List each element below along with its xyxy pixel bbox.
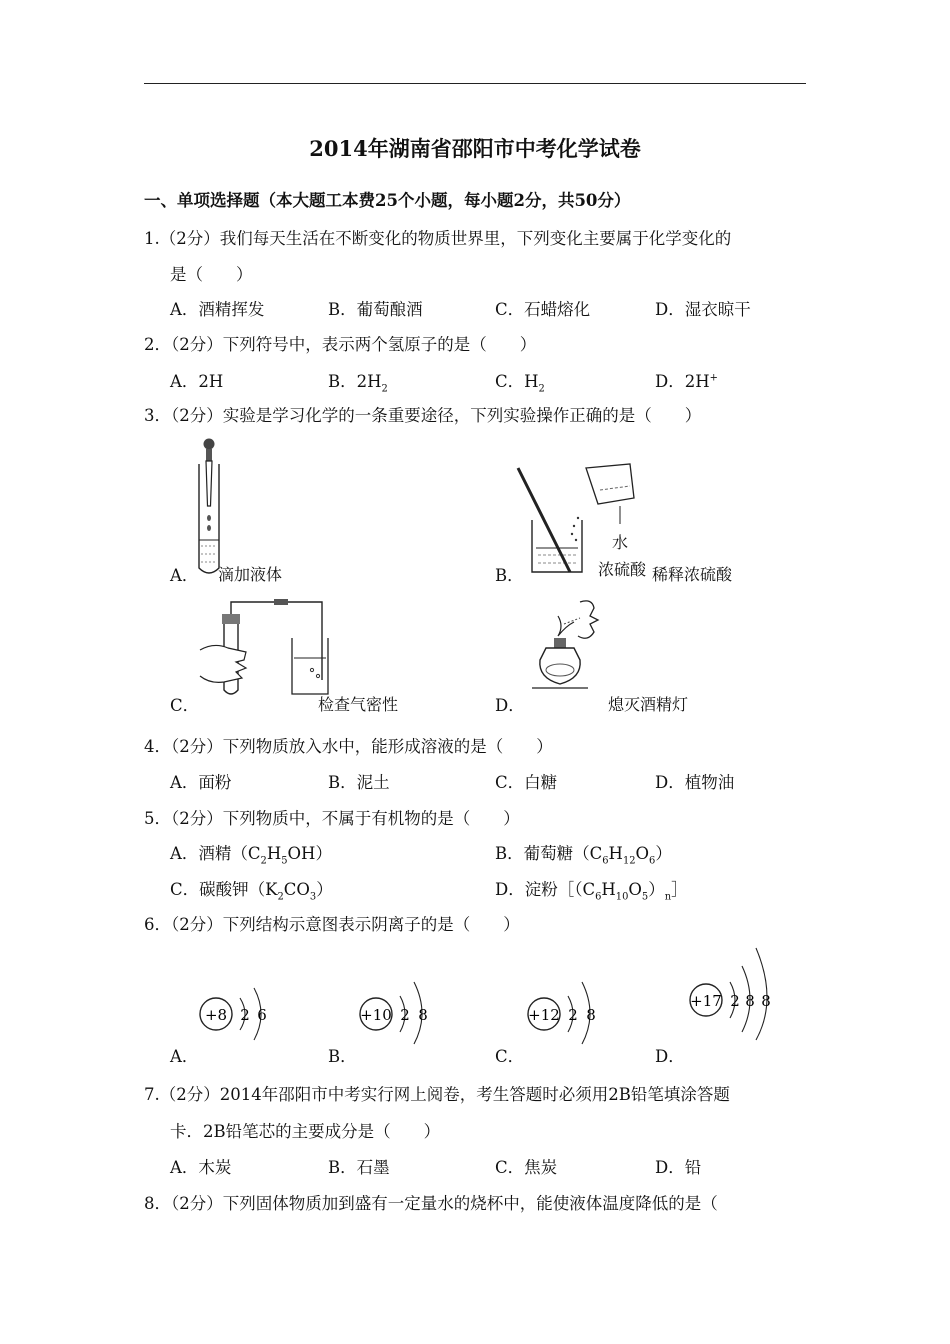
q5-option-b: B．葡萄糖$(C_6H_{12}O_6)$	[495, 844, 672, 867]
section-heading: 一、单项选择题（本大题工本费25个小题，每小题2分，共50分）	[144, 191, 631, 210]
q6-option-b-letter: B．	[328, 1047, 357, 1066]
atom-d-nucleus: +17	[690, 992, 722, 1010]
q6-option-c-letter: C．	[495, 1047, 525, 1066]
atom-structure-d	[686, 944, 786, 1040]
q3-option-b-caption: 稀释浓硫酸	[652, 565, 733, 584]
atom-d-e1: 2	[730, 992, 740, 1010]
atom-structure-b	[356, 968, 446, 1048]
question-6-text: 6．（2分）下列结构示意图表示阴离子的是（ ）	[144, 915, 520, 934]
atom-a-e2: 6	[257, 1006, 267, 1024]
q4-option-c: C．白糖	[495, 773, 558, 792]
alcohol-lamp-illustration	[518, 596, 618, 702]
atom-b-nucleus: +10	[360, 1006, 392, 1024]
q3-option-a-caption: 滴加液体	[218, 565, 283, 584]
atom-c-e2: 8	[586, 1006, 596, 1024]
q3-option-d-caption: 熄灭酒精灯	[608, 695, 689, 714]
atom-d-e3: 8	[761, 992, 771, 1010]
q2-option-b: B．$2H_2$	[328, 372, 388, 395]
q4-option-a: A．面粉	[170, 773, 232, 792]
question-2-text: 2．（2分）下列符号中，表示两个氢原子的是（ ）	[144, 335, 537, 354]
q1-option-d: D．湿衣晾干	[655, 300, 751, 319]
question-4-text: 4．（2分）下列物质放入水中，能形成溶液的是（ ）	[144, 737, 553, 756]
q6-option-a-letter: A．	[170, 1047, 199, 1066]
q1-option-c: C．石蜡熔化	[495, 300, 591, 319]
atom-structure-c	[524, 968, 614, 1048]
q5-option-c: C．碳酸钾$(K_2CO_3)$	[170, 880, 333, 903]
q2-option-d: D．2H+	[655, 372, 718, 391]
q6-option-d-letter: D．	[655, 1047, 685, 1066]
airtightness-check-illustration	[200, 598, 330, 700]
q3-option-b-letter: B．	[495, 566, 524, 585]
q3-option-c-letter: C．	[170, 696, 200, 715]
dropper-test-tube-illustration	[195, 436, 225, 578]
question-8-text: 8．（2分）下列固体物质加到盛有一定量水的烧杯中，能使液体温度降低的是（	[144, 1194, 718, 1213]
atom-b-e2: 8	[418, 1006, 428, 1024]
atom-d-e2: 8	[745, 992, 755, 1010]
q7-option-d: D．铅	[655, 1158, 702, 1177]
q5-option-a: A．酒精$(C_2H_5OH)$	[170, 844, 332, 867]
atom-a-e1: 2	[240, 1006, 250, 1024]
q5-option-d: D．淀粉$[(C_6H_{10}O_5)_n]$	[495, 880, 688, 903]
question-1-text: 1.（2分）我们每天生活在不断变化的物质世界里，下列变化主要属于化学变化的	[144, 229, 732, 248]
question-7-text: 7.（2分）2014年邵阳市中考实行网上阅卷，考生答题时必须用2B铅笔填涂答题	[144, 1085, 730, 1104]
q4-option-b: B．泥土	[328, 773, 390, 792]
q1-option-a: A．酒精挥发	[170, 300, 265, 319]
atom-structure-a	[196, 970, 286, 1050]
q4-option-d: D．植物油	[655, 773, 735, 792]
q3-water-label: 水	[612, 533, 629, 552]
q3-option-a-letter: A．	[170, 566, 199, 585]
header-rule	[144, 83, 806, 84]
q2-option-a: A．2H	[170, 372, 224, 391]
q1-option-b: B．葡萄酿酒	[328, 300, 423, 319]
atom-c-nucleus: +12	[528, 1006, 560, 1024]
question-3-text: 3．（2分）实验是学习化学的一条重要途径，下列实验操作正确的是（ ）	[144, 406, 702, 425]
atom-b-e1: 2	[400, 1006, 410, 1024]
atom-a-nucleus: +8	[204, 1006, 228, 1024]
q7-option-a: A．木炭	[170, 1158, 232, 1177]
q2-option-c: C．$H_2$	[495, 372, 545, 395]
question-7-text-cont: 卡．2B铅笔芯的主要成分是（ ）	[170, 1122, 441, 1141]
q3-option-d-letter: D．	[495, 696, 525, 715]
atom-c-e1: 2	[568, 1006, 578, 1024]
q7-option-b: B．石墨	[328, 1158, 390, 1177]
q3-option-c-caption: 检查气密性	[318, 695, 399, 714]
page-title: 2014年湖南省邵阳市中考化学试卷	[309, 136, 641, 161]
question-1-text-cont: 是（ ）	[170, 265, 253, 284]
q3-acid-label: 浓硫酸	[598, 560, 647, 579]
question-5-text: 5．（2分）下列物质中，不属于有机物的是（ ）	[144, 809, 520, 828]
q7-option-c: C．焦炭	[495, 1158, 558, 1177]
